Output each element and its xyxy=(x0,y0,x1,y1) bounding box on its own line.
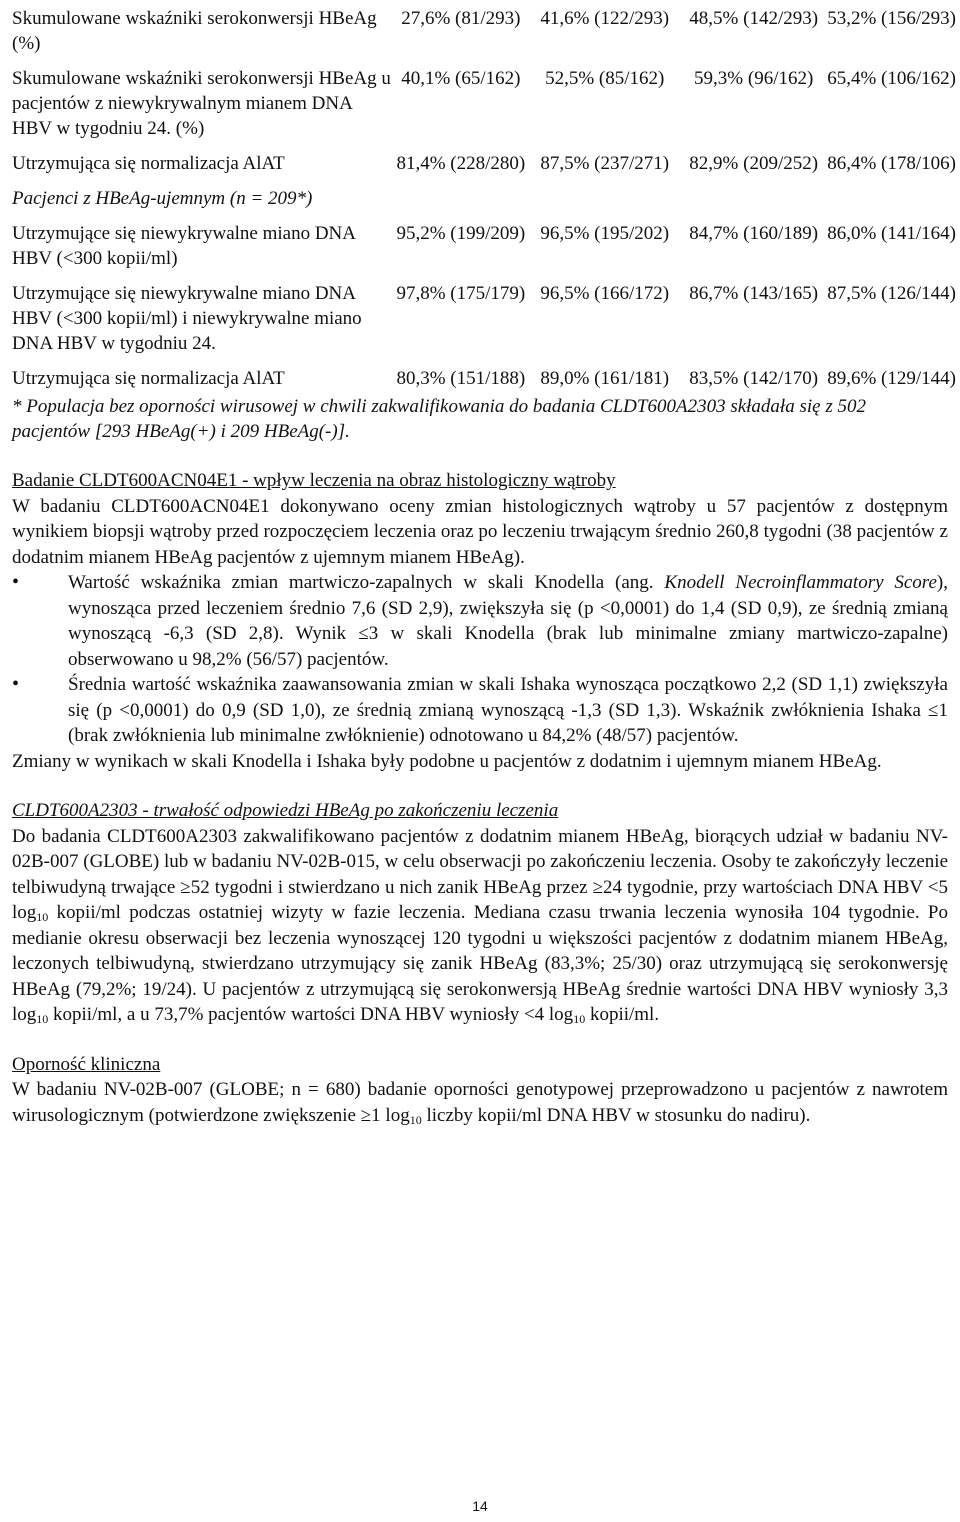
table-row xyxy=(12,281,956,366)
subscript: 10 xyxy=(36,910,49,924)
table-footnote: * Populacja bez oporności wirusowej w chwili zakwalifikowania do badania CLDT600A2303 składała się z 502 pacjentów [293 HBeAg(+) i 209 HBeAg(-)]. xyxy=(12,396,866,442)
cell: 83,5% (142/170) xyxy=(689,368,819,389)
document-page xyxy=(12,6,956,1128)
subscript: 10 xyxy=(573,1012,586,1026)
cell: 59,3% (96/162) xyxy=(694,68,814,89)
table-row xyxy=(12,221,956,281)
bullet-list xyxy=(12,570,948,749)
results-table xyxy=(12,6,956,391)
cell: 48,5% (142/293) xyxy=(689,8,819,29)
text-italic: Knodell Necroinflammatory Score xyxy=(664,572,937,593)
table-row xyxy=(12,6,956,66)
text: Wartość wskaźnika zmian martwiczo-zapalnych w skali Knodella (ang. xyxy=(68,572,665,593)
text: kopii/ml, a u 73,7% pacjentów wartości DNA HBV wyniosły <4 log xyxy=(48,1004,574,1025)
section-heading: Badanie CLDT600ACN04E1 - wpływ leczenia na obraz histologiczny wątroby xyxy=(12,470,616,491)
cell: 41,6% (122/293) xyxy=(540,8,670,29)
section-heading: CLDT600A2303 - trwałość odpowiedzi HBeAg po zakończeniu leczenia xyxy=(12,800,559,821)
list-item xyxy=(12,570,948,672)
cell: 89,6% (129/144) xyxy=(827,368,956,389)
paragraph: W badaniu CLDT600ACN04E1 dokonywano oceny zmian histologicznych wątroby u 57 pacjentów z dostępnym wynikiem biopsji wątroby przed rozpoczęciem leczenia oraz po leczeniu trwającym średnio 260,8 tygodni (38 pacjentów z dodatnim mianem HBeAg pacjentów z ujemnym mianem HBeAg). xyxy=(12,495,948,568)
subscript: 10 xyxy=(36,1012,49,1026)
cell: 95,2% (199/209) xyxy=(396,223,526,244)
cell: 82,9% (209/252) xyxy=(689,153,819,174)
text: W badaniu NV-02B-007 (GLOBE; n = 680) badanie oporności genotypowej przeprowadzono u pacjentów z nawrotem wirusologicznym (potwierdzone zwiększenie ≥1 log xyxy=(12,1079,948,1126)
section-histology xyxy=(12,468,948,774)
cell: 86,4% (178/106) xyxy=(827,153,956,174)
cell: 52,5% (85/162) xyxy=(545,68,665,89)
cell: 53,2% (156/293) xyxy=(827,8,956,29)
list-item: • Średnia wartość wskaźnika zaawansowania zmian w skali Ishaka wynosząca początkowo 2,2 (SD 1,1) zwiększyła się (p <0,0001) do 0,9 (SD 1,0), ze średnią zmianą wynoszącą -1,3 (SD 1,3). Wskaźnik zwłóknienia Ishaka ≤1 (brak zwłóknienia lub minimalne zwłóknienie) odnotowano u 84,2% (48/57) pacjentów. xyxy=(12,672,948,749)
row-label: Utrzymująca się normalizacja AlAT xyxy=(12,368,285,389)
cell: 84,7% (160/189) xyxy=(689,223,819,244)
table-row xyxy=(12,151,956,186)
cell: 89,0% (161/181) xyxy=(540,368,670,389)
paragraph: Zmiany w wynikach w skali Knodella i Ishaka były podobne u pacjentów z dodatnim i ujemnym mianem HBeAg. xyxy=(12,750,882,772)
cell: 86,0% (141/164) xyxy=(827,223,956,244)
section-resistance xyxy=(12,1052,948,1129)
cell: 65,4% (106/162) xyxy=(827,68,956,89)
cell: 96,5% (195/202) xyxy=(540,223,670,244)
table-subheading: Pacjenci z HBeAg-ujemnym (n = 209*) xyxy=(12,188,313,209)
text: Do badania CLDT600A2303 zakwalifikowano pacjentów z dodatnim mianem HBeAg, biorących udział w badaniu NV-02B-007 (GLOBE) lub w badaniu NV-02B-015, w celu obserwacji po zakończeniu leczenia. Osoby te zakończyły leczenie telbiwudyną trwające ≥52 tygodni i stwierdzano u nich zanik HBeAg przez ≥24 tygodnie, przy wartościach DNA HBV <5 log xyxy=(12,825,948,923)
cell: 96,5% (166/172) xyxy=(540,283,670,304)
subscript: 10 xyxy=(409,1112,422,1127)
text: kopii/ml. xyxy=(585,1004,660,1025)
row-label: Utrzymujące się niewykrywalne miano DNA HBV (<300 kopii/ml) i niewykrywalne miano DNA HBV w tygodniu 24. xyxy=(12,283,362,354)
cell: 81,4% (228/280) xyxy=(396,153,526,174)
cell: 86,7% (143/165) xyxy=(689,283,819,304)
row-label: Skumulowane wskaźniki serokonwersji HBeAg (%) xyxy=(12,8,377,54)
row-label: Skumulowane wskaźniki serokonwersji HBeAg u pacjentów z niewykrywalnym mianem DNA HBV w tygodniu 24. (%) xyxy=(12,68,391,139)
paragraph xyxy=(12,824,948,1028)
page-number: 14 xyxy=(472,1498,488,1514)
section-heading: Oporność kliniczna xyxy=(12,1053,161,1075)
table-row xyxy=(12,66,956,151)
section-durability xyxy=(12,798,948,1028)
text: ), wynosząca przed leczeniem średnio 7,6 (SD 2,9), zwiększyła się (p <0,0001) do 1,4 (SD 0,9), ze średnią zmianą wynoszącą -6,3 (SD 2,8). Wynik ≤3 w skali Knodella (brak lub minimalne zmiany martwiczo-zapalne) obserwowano u 98,2% (56/57) pacjentów. xyxy=(68,572,948,670)
table-row xyxy=(12,366,956,391)
text: liczby kopii/ml DNA HBV w stosunku do nadiru). xyxy=(421,1104,811,1126)
cell: 87,5% (126/144) xyxy=(827,283,956,304)
cell: 40,1% (65/162) xyxy=(401,68,521,89)
cell: 80,3% (151/188) xyxy=(396,368,526,389)
cell: 97,8% (175/179) xyxy=(396,283,526,304)
table-subheading-row xyxy=(12,186,956,221)
row-label: Utrzymujące się niewykrywalne miano DNA HBV (<300 kopii/ml) xyxy=(12,223,355,269)
text: kopii/ml podczas ostatniej wizyty w fazie leczenia. Mediana czasu trwania leczenia wynosiła 104 tygodnie. Po medianie okresu obserwacji bez leczenia wynoszącej 120 tygodni u większości pacjentów z dodatnim mianem HBeAg, leczonych telbiwudyną, stwierdzano utrzymujący się zanik HBeAg (83,3%; 25/30) oraz utrzymującą się serokonwersję HBeAg (79,2%; 19/24). U pacjentów z utrzymującą się serokonwersją HBeAg średnie wartości DNA HBV wyniosły 3,3 log xyxy=(12,902,948,1025)
row-label: Utrzymująca się normalizacja AlAT xyxy=(12,153,285,174)
cell: 27,6% (81/293) xyxy=(401,8,521,29)
paragraph xyxy=(12,1077,948,1128)
cell: 87,5% (237/271) xyxy=(540,153,670,174)
